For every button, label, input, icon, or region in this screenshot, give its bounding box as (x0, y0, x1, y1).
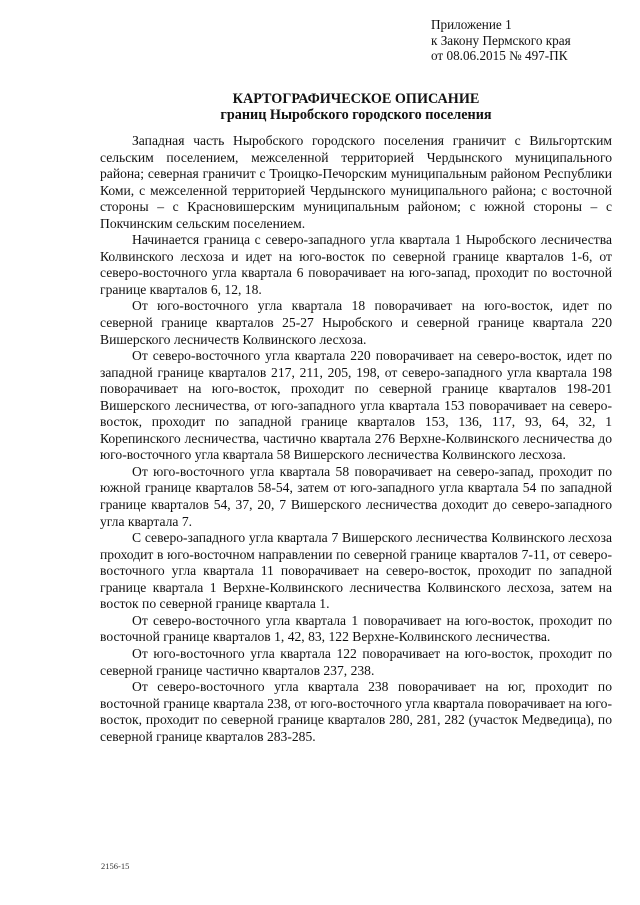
paragraph-8: От юго-восточного угла квартала 122 поворачивает на юго-восток, проходит по северной границе частично кварталов 237, 238. (100, 645, 612, 678)
document-code: 2156-15 (101, 861, 130, 871)
paragraph-6: С северо-западного угла квартала 7 Вишерского лесничества Колвинского лесхоза проходит в юго-восточном направлении по северной границе кварталов 7-11, от северо-восточного угла квартала 11 поворачивает на северо-восток, проходит по западной границе квартала 1 Верхне-Колвинского лесничества Колвинского лесхоза, затем на восток по северной границе квартала 1. (100, 530, 612, 612)
paragraph-4: От северо-восточного угла квартала 220 поворачивает на северо-восток, идет по западной границе кварталов 217, 211, 205, 198, от северо-западного угла квартала 198 поворачивает на юго-восток, проходит по северной границе кварталов 198-201 Вишерского лесничества, от юго-западного угла квартала 153 поворачивает на северо-восток, проходит по западной границе кварталов 153, 136, 117, 93, 64, 32, 1 Корепинского лесничества, частично квартала 276 Верхне-Колвинского лесничества до юго-восточного угла квартала 58 Вишерского лесничества Колвинского лесхоза. (100, 348, 612, 463)
title-line-2: границ Ныробского городского поселения (220, 107, 492, 123)
paragraph-2: Начинается граница с северо-западного угла квартала 1 Ныробского лесничества Колвинского лесхоза и идет на юго-восток по северной границе кварталов 1-6, от северо-восточного угла квартала 6 поворачивает на юго-запад, проходит по восточной границе кварталов 6, 12, 18. (100, 232, 612, 297)
paragraph-1: Западная часть Ныробского городского поселения граничит с Вильгортским сельским поселением, межселенной территорией Чердынского муниципального района; северная граничит с Троицко-Печорским муниципальным районом Республики Коми, с межселенной территорией Чердынского муниципального района; с восточной стороны – с Красновишерским муниципальным районом; с южной стороны – с Покчинским сельским поселением. (100, 133, 612, 231)
title-line-1: КАРТОГРАФИЧЕСКОЕ ОПИСАНИЕ (232, 91, 480, 107)
appendix-reference (431, 17, 571, 64)
document-body (100, 133, 612, 745)
paragraph-5: От юго-восточного угла квартала 58 поворачивает на северо-запад, проходит по южной границе кварталов 58-54, затем от юго-западного угла квартала 54 по западной границе кварталов 54, 37, 20, 7 Вишерского лесничества доходит до северо-западного угла квартала 7. (100, 463, 612, 529)
document-title (100, 91, 612, 123)
appendix-line-3: от 08.06.2015 № 497-ПК (431, 48, 568, 63)
appendix-line-2: к Закону Пермского края (431, 32, 571, 48)
paragraph-7: От северо-восточного угла квартала 1 поворачивает на юго-восток, проходит по восточной границе кварталов 1, 42, 83, 122 Верхне-Колвинского лесничества. (100, 612, 612, 645)
paragraph-3: От юго-восточного угла квартала 18 поворачивает на юго-восток, идет по северной границе кварталов 25-27 Ныробского и северной границе квартала 220 Вишерского лесничеств Колвинского лесхоза. (100, 298, 612, 347)
appendix-line-1: Приложение 1 (431, 17, 512, 32)
paragraph-9: От северо-восточного угла квартала 238 поворачивает на юг, проходит по восточной границе квартала 238, от юго-восточного угла квартала поворачивает на юго-восток, проходит по северной границе кварталов 280, 281, 282 (участок Медведица), по северной границе кварталов 283-285. (100, 679, 612, 744)
